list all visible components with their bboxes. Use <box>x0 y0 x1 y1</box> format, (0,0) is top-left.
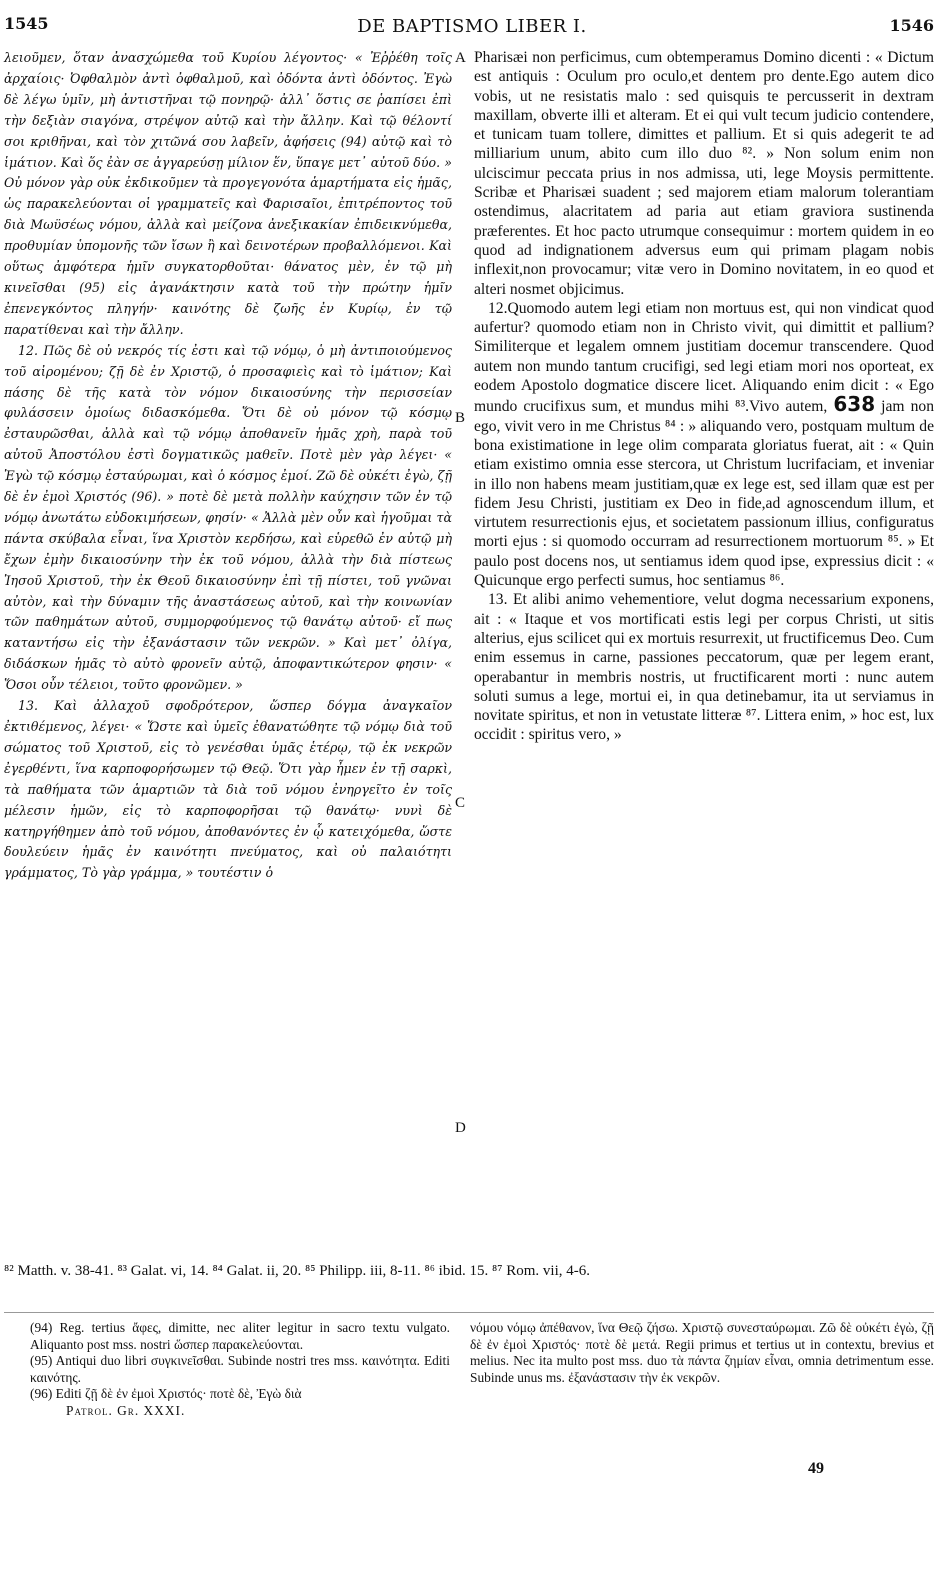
greek-paragraph-11: λειοῦμεν, ὅταν ἀνασχώμεθα τοῦ Κυρίου λέγοντος· « Ἐῤῥέθη τοῖς ἀρχαίοις· Ὀφθαλμὸν ἀντὶ ὀφθαλμοῦ, καὶ ὀδόντα ἀντὶ ὀδόντος. Ἐγὼ δὲ λέγω ὑμῖν, μὴ ἀντιστῆναι τῷ πονηρῷ· ἀλλ᾽ ὅστις σε ῥαπίσει ἐπὶ τὴν δεξιὰν σιαγόνα, στρέψον αὐτῷ καὶ τὴν ἄλλην. Καὶ τῷ θέλοντί σοι κριθῆναι, καὶ τὸν χιτῶνά σου λαβεῖν, ἀφήσεις (94) αὐτῷ καὶ τὸ ἱμάτιον. Καὶ ὅς ἐὰν σε ἀγγαρεύσῃ μίλιον ἕν, ὕπαγε μετ᾽ αὐτοῦ δύο. » Οὐ μόνον γὰρ οὐκ ἐκδικοῦμεν τὰ προγεγονότα ἁμαρτήματα εἰς ἡμᾶς, ὡς παρακελεύονται οἱ γραμματεῖς καὶ Φαρισαῖοι, ἐπιτρέποντος τοῦ διὰ Μωϋσέως νόμου, ἀλλὰ καὶ μείζονα ἀνεξικακίαν ἐπιδεικνύμεθα, προθυμίαν ὑπομονῆς τῶν ἴσων ἢ καὶ δεινοτέρων προβαλλόμενοι. Καὶ οὕτως ἀμφότερα ἡμῖν συγκατορθοῦται· θάνατος μὲν, ἐν τῷ μὴ κινεῖσθαι (95) εἰς ἀγανάκτησιν κατὰ τοῦ τὴν πρώτην ἡμῖν ἐπενεγκόντος πληγήν· καινότης δὲ ζωῆς ἐν Κυρίῳ, ἐν τῷ παρατίθεναι καὶ τὴν ἄλλην. <box>4 50 452 337</box>
note-94: (94) Reg. tertius ἄφες, dimitte, nec aliter legitur in sacro textu vulgato. Aliquanto post mss. nostri ὥσπερ παρακελεύονται. <box>30 1320 450 1352</box>
latin-paragraph-11: Pharisæi non perficimus, cum obtemperamus Domino dicenti : « Dictum est antiquis : Oculum pro oculo,et dentem pro dente.Ego autem dico vobis, ut ne resistatis malo : sed quisquis te percusserit in dextram maxillam, obverte illi et alteram. Et ei qui vult tecum judicio contendere, et tunicam tuam tollere, dimittes et pallium. Et si quis adegerit te ad milliarium unum, abito cum illo duo ⁸². » Non solum enim non ulciscimur peccata prius in nos admissa, uti, lege Moysis permittente. Scribæ et Pharisæi suadent ; sed majorem etiam malorum tolerantiam ostendimus, alacritatem ad paria aut etiam graviora sustinenda præferentes. Et hoc pacto utrumque consequimur : mortem quidem in eo quod ad indignationem adversus eum qui primam plagam nobis inflexit,non provocamur; vitæ vero in Domino novitatem, in eo quod et alteri nosmet objicimus. <box>474 49 934 298</box>
volume-signature: Patrol. Gr. XXXI. <box>66 1402 186 1418</box>
latin-column <box>474 48 934 745</box>
running-header <box>0 10 944 42</box>
margin-letter-d: D <box>455 1120 466 1136</box>
page-number-bottom: 49 <box>808 1460 824 1477</box>
greek-paragraph-12: 12. Πῶς δὲ οὐ νεκρός τίς ἐστι καὶ τῷ νόμῳ, ὁ μὴ ἀντιποιούμενος τοῦ αἰρομένου; ζῇ δὲ ἐν Χριστῷ, ὁ προσαφιεὶς καὶ τὸ ἱμάτιον; Καὶ πάσης δὲ τῆς κατὰ τὸν νόμον δικαιοσύνης τὴν περισσείαν φυλάσσειν ὁμοίως διδασκόμεθα. Ὅτι δὲ οὐ μόνον τῷ κόσμῳ ἐσταυρῶσθαι, ἀλλὰ καὶ τῷ νόμῳ ἀποθανεῖν ἡμᾶς χρὴ, παρὰ τοῦ αὐτοῦ Ἀποστόλου ἐστὶ δογματικῶς μαθεῖν. Ποτὲ μὲν γὰρ λέγει· « Ἐγὼ τῷ κόσμῳ ἐσταύρωμαι, καὶ ὁ κόσμος ἐμοί. Ζῶ δὲ οὐκέτι ἐγὼ, ζῇ δὲ ἐν ἐμοὶ Χριστός (96). » ποτὲ δὲ μετὰ πολλὴν καύχησιν τῶν ἐν τῷ νόμῳ ἀνωτάτω εὐδοκιμήσεων, φησίν· « Ἀλλὰ μὲν οὖν καὶ ἡγοῦμαι τὰ πάντα σκύβαλα εἶναι, ἵνα Χριστὸν κερδήσω, καὶ εὑρεθῶ ἐν αὐτῷ μὴ ἔχων ἐμὴν δικαιοσύνην τὴν ἐκ τοῦ νόμου, ἀλλὰ τὴν διὰ πίστεως Ἰησοῦ Χριστοῦ, τὴν ἐκ Θεοῦ δικαιοσύνην ἐπὶ τῇ πίστει, τοῦ γνῶναι αὐτὸν, καὶ τὴν δύναμιν τῆς ἀναστάσεως αὐτοῦ, καὶ τὴν κοινωνίαν τῶν παθημάτων αὐτοῦ, συμμορφούμενος τῷ θανάτῳ αὐτοῦ· εἴ πως καταντήσω εἰς τὴν ἐξανάστασιν τῶν νεκρῶν. » Καὶ μετ᾽ ὀλίγα, διδάσκων ἡμᾶς τὸ αὐτὸ φρονεῖν αὐτῷ, ἀποφαντικώτερον φησιν· « Ὅσοι οὖν τέλειοι, τοῦτο φρονῶμεν. » <box>4 342 452 693</box>
scripture-references <box>4 1262 934 1281</box>
latin-paragraph-12-part-b: jam non ego, vivit vero in me Christus ⁸⁴ : » aliquando vero, postquam multum de bona existimatione in lege olim comparata gloriatus fuerat, ait : « Quin etiam existimo omnia esse stercora, ut Christum lucrifaciam, et inveniar in illo non habens meam justitiam,quæ ex lege est, sed illam quæ est per fidem Jesu Christi, justitiam ex Deo in fide,ad agnoscendum illum, et virtutem resurrectionis ejus, et societatem passionum illius, configuratus morti ejus : si quomodo occurram ad resurrectionem mortuorum ⁸⁵. » Et paulo post docens nos, ut sentiamus idem quod ipse, expressius dicit : « Quicunque ergo perfecti sumus, hoc sentiamus ⁸⁶. <box>474 398 934 590</box>
note-95: (95) Antiqui duo libri συγκινεῖσθαι. Subinde nostri tres mss. καινότητα. Editi καινότης. <box>30 1353 450 1385</box>
margin-letter-c: C <box>455 795 466 811</box>
running-title: DE BAPTISMO LIBER I. <box>357 16 587 37</box>
latin-paragraph-12-part-a: 12.Quomodo autem legi etiam non mortuus est, qui non vindicat quod aufertur? quomodo etiam non in Christo vivit, qui dimittit et pallium? Similiterque et legalem omnem justitiam docemur transcendere. Quod autem non mundo tantum crucifigi, sed legi etiam mori nos oporteat, ex eodem Apostolo dogmatice discere licet. Aliquando enim dicit : « Ego mundo crucifixus sum, et mundus mihi ⁸³.Vivo autem, <box>474 299 934 416</box>
latin-paragraph-12 <box>474 299 934 590</box>
page-number-left: 1545 <box>4 14 49 33</box>
latin-paragraph-13: 13. Et alibi animo vehementiore, velut dogma necessarium exponens, ait : « Itaque et vos mortificati estis legi per corpus Christi, ut sitis alterius, ejus scilicet qui ex mortuis resurrexit, ut fructificemus Deo. Cum enim essemus in carne, passiones peccatorum, quæ per legem erant, operabantur in membris nostris, ut fructificarent morti : nunc autem soluti sumus a lege, mortui ei, in qua detinebamur, ita ut serviamus in novitate spiritus, et non in vetustate litteræ ⁸⁷. Littera enim, » hoc est, lux occidit : spiritus vero, » <box>474 591 934 744</box>
greek-column <box>4 48 452 884</box>
scripture-reference-line: ⁸² Matth. v. 38-41. ⁸³ Galat. vi, 14. ⁸⁴ Galat. ii, 20. ⁸⁵ Philipp. iii, 8-11. ⁸⁶ ibid. 15. ⁸⁷ Rom. vii, 4-6. <box>4 1263 590 1279</box>
margin-letter-a: A <box>455 50 466 66</box>
editorial-notes-left <box>30 1320 450 1420</box>
note-96-continuation: νόμου νόμῳ ἀπέθανον, ἵνα Θεῷ ζήσω. Χριστῷ συνεσταύρωμαι. Ζῶ δὲ οὐκέτι ἐγὼ, ζῇ δὲ ἐν ἐμοὶ Χριστός· ποτὲ δὲ μετά. Regii primus et tertius ut in contextu, brevius et melius. Nec ita multo post mss. duo τὰ πάντα ζημίαν εἶναι, omnia detrimentum esse. Subinde unus ms. ἐξανάστασιν τὴν ἐκ νεκρῶν. <box>470 1320 934 1385</box>
note-96: (96) Editi ζῇ δὲ ἐν ἐμοὶ Χριστός· ποτὲ δὲ, Ἐγὼ διὰ <box>30 1386 302 1402</box>
editorial-notes-right <box>470 1320 934 1386</box>
notes-divider <box>4 1312 934 1313</box>
page-number-right: 1546 <box>889 16 934 35</box>
margin-letter-b: B <box>455 410 466 426</box>
column-number-marker: 638 <box>833 392 876 417</box>
greek-paragraph-13: 13. Καὶ ἀλλαχοῦ σφοδρότερον, ὥσπερ δόγμα ἀναγκαῖον ἐκτιθέμενος, λέγει· « Ὥστε καὶ ὑμεῖς ἐθανατώθητε τῷ νόμῳ διὰ τοῦ σώματος τοῦ Χριστοῦ, εἰς τὸ γενέσθαι ὑμᾶς ἑτέρῳ, τῷ ἐκ νεκρῶν ἐγερθέντι, ἵνα καρποφορήσωμεν τῷ Θεῷ. Ὅτι γὰρ ἦμεν ἐν τῇ σαρκὶ, τὰ παθήματα τῶν ἁμαρτιῶν τὰ διὰ τοῦ νόμου ἐνηργεῖτο ἐν τοῖς μέλεσιν ἡμῶν, εἰς τὸ καρποφορῆσαι τῷ θανάτῳ· νυνὶ δὲ κατηργήθημεν ἀπὸ τοῦ νόμου, ἀποθανόντες ἐν ᾧ κατειχόμεθα, ὥστε δουλεύειν ἡμᾶς ἐν καινότητι πνεύματος, καὶ οὐ παλαιότητι γράμματος, Τὸ γὰρ γράμμα, » τουτέστιν ὁ <box>4 698 452 881</box>
